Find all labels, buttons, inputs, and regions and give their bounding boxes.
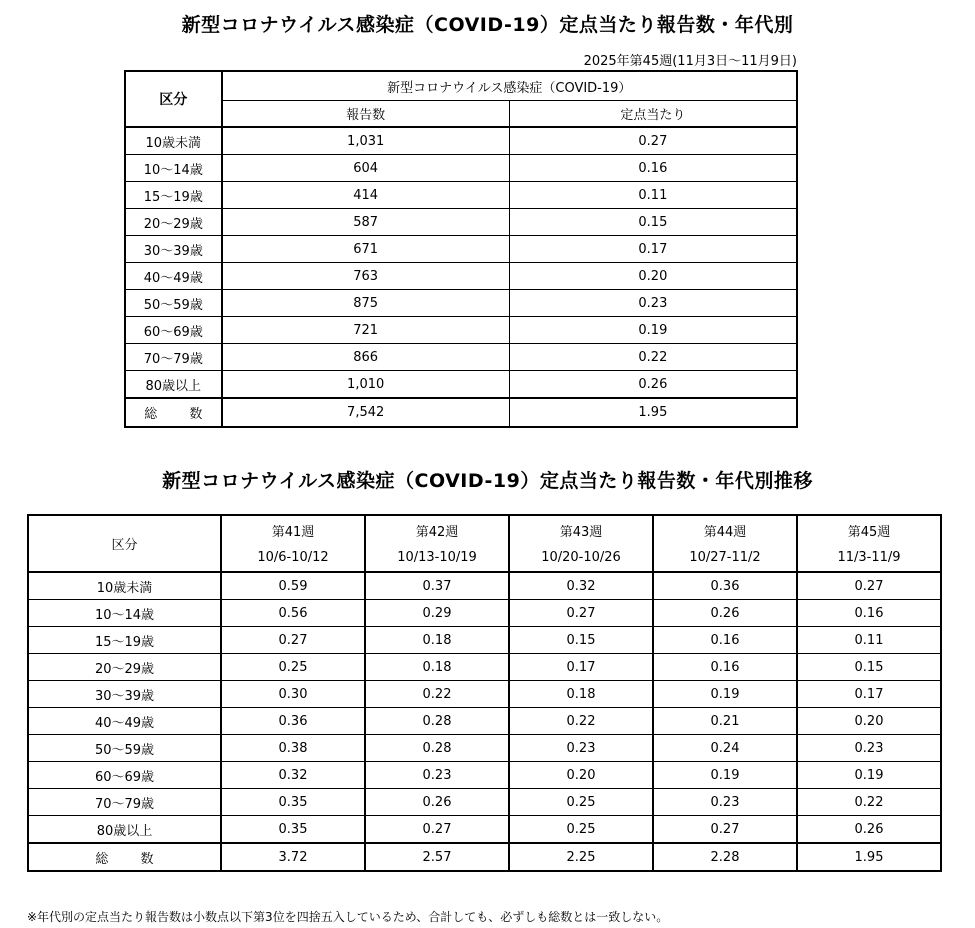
- count-header: 報告数: [222, 101, 510, 128]
- table-row: [28, 572, 941, 600]
- row-category: 10～14歳: [28, 600, 221, 627]
- per-point-value: 0.27: [365, 816, 509, 844]
- per-point-value: 0.16: [509, 155, 797, 182]
- row-category: 20～29歳: [125, 209, 222, 236]
- row-category: 50～59歳: [28, 735, 221, 762]
- per-point-value: 0.20: [797, 708, 941, 735]
- trend-table: [27, 514, 942, 872]
- table-row: [28, 654, 941, 681]
- per-point-value: 0.15: [509, 627, 653, 654]
- weekly-report-table: [124, 70, 798, 428]
- table-row: [28, 789, 941, 816]
- per-point-value: 0.26: [509, 371, 797, 399]
- row-category: 80歳以上: [28, 816, 221, 844]
- per-point-value: 0.20: [509, 762, 653, 789]
- per-point-value: 0.19: [797, 762, 941, 789]
- table-row: [125, 317, 797, 344]
- per-point-value: 0.19: [653, 681, 797, 708]
- category-header: 区分: [125, 71, 222, 127]
- row-category: 総 数: [28, 843, 221, 871]
- per-point-value: 0.32: [221, 762, 365, 789]
- per-point-value: 0.16: [653, 654, 797, 681]
- week-range: 10/20-10/26: [509, 544, 653, 572]
- per-point-value: 0.30: [221, 681, 365, 708]
- per-point-value: 0.37: [365, 572, 509, 600]
- table-row: [28, 735, 941, 762]
- week-range: 10/6-10/12: [221, 544, 365, 572]
- table-row: [28, 708, 941, 735]
- week-label: 第42週: [365, 515, 509, 544]
- week-note: 2025年第45週(11月3日～11月9日): [583, 54, 797, 69]
- row-category: 30～39歳: [125, 236, 222, 263]
- category-header: 区分: [28, 515, 221, 572]
- row-category: 40～49歳: [28, 708, 221, 735]
- per-point-value: 0.17: [797, 681, 941, 708]
- per-point-value: 0.22: [365, 681, 509, 708]
- per-point-value: 0.19: [509, 317, 797, 344]
- per-point-value: 0.28: [365, 708, 509, 735]
- table-row: [28, 762, 941, 789]
- per-point-value: 0.20: [509, 263, 797, 290]
- per-point-value: 0.27: [797, 572, 941, 600]
- row-category: 80歳以上: [125, 371, 222, 399]
- report-count: 7,542: [222, 398, 510, 427]
- total-row: [28, 843, 941, 871]
- per-point-value: 0.11: [509, 182, 797, 209]
- report-count: 721: [222, 317, 510, 344]
- per-point-value: 0.18: [365, 627, 509, 654]
- table-row: [28, 816, 941, 844]
- week-range: 10/27-11/2: [653, 544, 797, 572]
- row-category: 10～14歳: [125, 155, 222, 182]
- week-label: 第41週: [221, 515, 365, 544]
- row-category: 15～19歳: [28, 627, 221, 654]
- per-point-value: 0.15: [509, 209, 797, 236]
- per-point-value: 0.24: [653, 735, 797, 762]
- per-point-value: 0.35: [221, 816, 365, 844]
- table-row: [125, 263, 797, 290]
- per-point-value: 0.27: [653, 816, 797, 844]
- row-category: 20～29歳: [28, 654, 221, 681]
- table-row: [125, 182, 797, 209]
- disease-header: 新型コロナウイルス感染症（COVID-19）: [222, 71, 797, 101]
- row-category: 15～19歳: [125, 182, 222, 209]
- report-count: 671: [222, 236, 510, 263]
- per-point-value: 2.25: [509, 843, 653, 871]
- per-point-value: 2.57: [365, 843, 509, 871]
- table-row: [28, 600, 941, 627]
- per-point-value: 0.23: [509, 735, 653, 762]
- row-category: 70～79歳: [125, 344, 222, 371]
- week-label: 第44週: [653, 515, 797, 544]
- report-count: 875: [222, 290, 510, 317]
- table-row: [28, 627, 941, 654]
- table-row: [125, 290, 797, 317]
- footnote: ※年代別の定点当たり報告数は小数点以下第3位を四捨五入しているため、合計しても、必ずしも総数とは一致しない。: [27, 910, 669, 924]
- week-range: 10/13-10/19: [365, 544, 509, 572]
- per-point-value: 0.59: [221, 572, 365, 600]
- week-range: 11/3-11/9: [797, 544, 941, 572]
- per-point-value: 0.35: [221, 789, 365, 816]
- per-point-value: 0.26: [653, 600, 797, 627]
- per-point-value: 0.18: [509, 681, 653, 708]
- per-point-value: 0.22: [797, 789, 941, 816]
- per-point-value: 0.26: [797, 816, 941, 844]
- row-category: 30～39歳: [28, 681, 221, 708]
- per-point-value: 0.27: [221, 627, 365, 654]
- per-point-value: 0.26: [365, 789, 509, 816]
- per-point-value: 0.16: [653, 627, 797, 654]
- row-category: 10歳未満: [125, 127, 222, 155]
- row-category: 60～69歳: [125, 317, 222, 344]
- per-point-value: 0.28: [365, 735, 509, 762]
- per-point-value: 0.25: [509, 816, 653, 844]
- per-point-value: 0.56: [221, 600, 365, 627]
- row-category: 70～79歳: [28, 789, 221, 816]
- per-point-value: 0.22: [509, 708, 653, 735]
- table-row: [125, 371, 797, 399]
- table-row: [125, 127, 797, 155]
- per-point-value: 0.36: [221, 708, 365, 735]
- per-point-value: 0.23: [509, 290, 797, 317]
- per-point-value: 0.27: [509, 600, 653, 627]
- report-count: 1,010: [222, 371, 510, 399]
- row-category: 40～49歳: [125, 263, 222, 290]
- table-row: [125, 344, 797, 371]
- per-point-value: 0.29: [365, 600, 509, 627]
- report-count: 763: [222, 263, 510, 290]
- per-point-value: 0.16: [797, 600, 941, 627]
- report-count: 866: [222, 344, 510, 371]
- per-point-value: 3.72: [221, 843, 365, 871]
- week-label: 第43週: [509, 515, 653, 544]
- per-point-value: 0.27: [509, 127, 797, 155]
- per-point-header: 定点当たり: [509, 101, 797, 128]
- report-count: 604: [222, 155, 510, 182]
- report-count: 1,031: [222, 127, 510, 155]
- per-point-value: 0.25: [509, 789, 653, 816]
- table-row: [125, 155, 797, 182]
- per-point-value: 0.36: [653, 572, 797, 600]
- per-point-value: 0.11: [797, 627, 941, 654]
- total-row: [125, 398, 797, 427]
- per-point-value: 0.17: [509, 654, 653, 681]
- per-point-value: 2.28: [653, 843, 797, 871]
- per-point-value: 0.17: [509, 236, 797, 263]
- table-row: [125, 236, 797, 263]
- per-point-value: 0.23: [653, 789, 797, 816]
- per-point-value: 0.15: [797, 654, 941, 681]
- report-count: 414: [222, 182, 510, 209]
- row-category: 60～69歳: [28, 762, 221, 789]
- row-category: 10歳未満: [28, 572, 221, 600]
- table1-title: 新型コロナウイルス感染症（COVID-19）定点当たり報告数・年代別: [181, 14, 794, 36]
- row-category: 50～59歳: [125, 290, 222, 317]
- table-row: [125, 209, 797, 236]
- report-count: 587: [222, 209, 510, 236]
- week-label: 第45週: [797, 515, 941, 544]
- per-point-value: 0.38: [221, 735, 365, 762]
- per-point-value: 1.95: [797, 843, 941, 871]
- per-point-value: 1.95: [509, 398, 797, 427]
- per-point-value: 0.23: [365, 762, 509, 789]
- per-point-value: 0.23: [797, 735, 941, 762]
- per-point-value: 0.22: [509, 344, 797, 371]
- table-row: [28, 681, 941, 708]
- per-point-value: 0.21: [653, 708, 797, 735]
- row-category: 総 数: [125, 398, 222, 427]
- per-point-value: 0.19: [653, 762, 797, 789]
- per-point-value: 0.25: [221, 654, 365, 681]
- per-point-value: 0.18: [365, 654, 509, 681]
- per-point-value: 0.32: [509, 572, 653, 600]
- table2-title: 新型コロナウイルス感染症（COVID-19）定点当たり報告数・年代別推移: [162, 470, 813, 492]
